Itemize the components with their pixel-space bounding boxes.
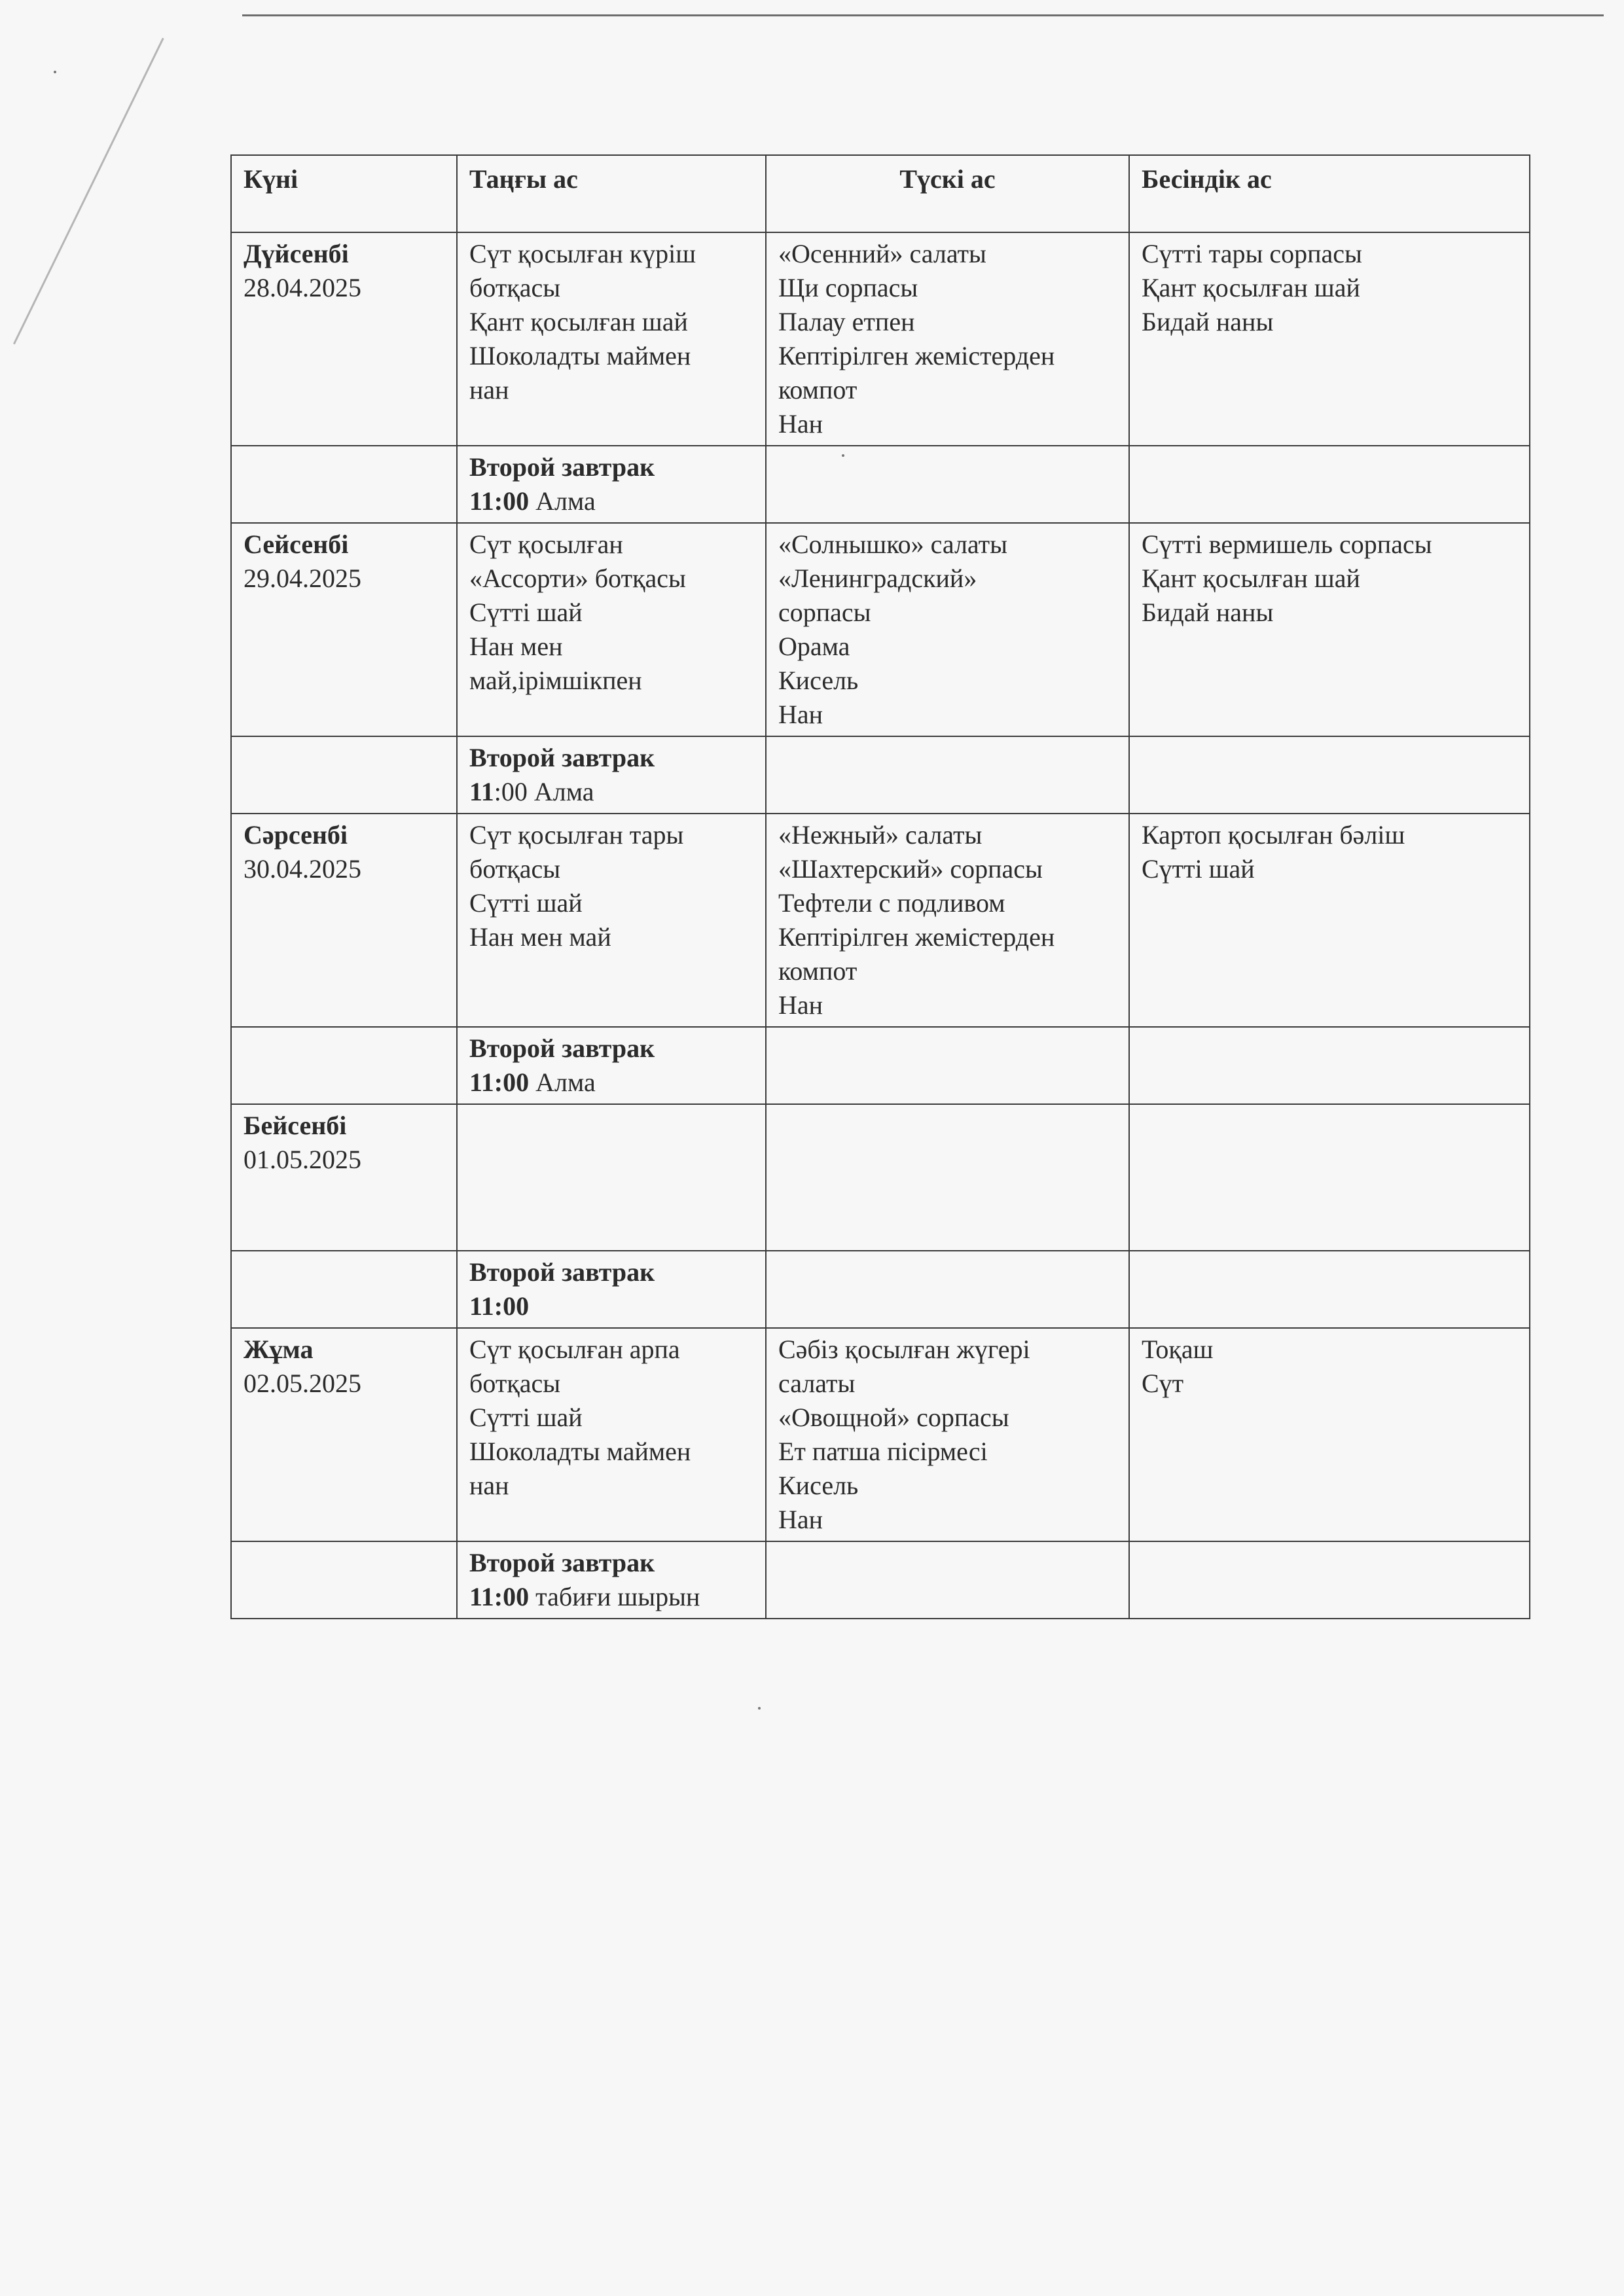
- second-breakfast-row: [231, 1251, 1530, 1328]
- breakfast-cell: [457, 523, 766, 736]
- menu-item: Нан мен май: [469, 922, 611, 952]
- day-row: [231, 232, 1530, 446]
- second-breakfast-row: [231, 736, 1530, 814]
- day-cell: [231, 1328, 457, 1541]
- header-lunch: Түскі ас: [766, 155, 1129, 232]
- menu-item: Бидай наны: [1142, 598, 1274, 627]
- second-breakfast-time: 11:00: [469, 486, 530, 516]
- day-date: 01.05.2025: [244, 1145, 361, 1174]
- afternoon-snack-cell: [1129, 523, 1530, 736]
- menu-item: Қант қосылған шай: [1142, 273, 1360, 302]
- second-breakfast-item: Алма: [529, 1067, 596, 1097]
- lunch-cell: [766, 1104, 1129, 1251]
- menu-item: салаты: [778, 1369, 856, 1398]
- second-breakfast-line: [469, 1066, 753, 1100]
- lunch-cell: [766, 1328, 1129, 1541]
- menu-item: Сүт қосылған арпа: [469, 1335, 680, 1364]
- menu-item: «Солнышко» салаты: [778, 529, 1007, 559]
- menu-item: Сүт: [1142, 1369, 1184, 1398]
- day-cell: [231, 814, 457, 1027]
- menu-item: Нан мен: [469, 632, 563, 661]
- menu-item: «Ленинградский»: [778, 564, 977, 593]
- lunch-cell: [766, 814, 1129, 1027]
- menu-item: Нан: [778, 700, 823, 729]
- menu-item: сорпасы: [778, 598, 871, 627]
- second-breakfast-title: Второй завтрак: [469, 452, 655, 482]
- second-breakfast-item: Алма: [529, 486, 596, 516]
- menu-item: Нан: [778, 409, 823, 439]
- second-breakfast-row: [231, 1541, 1530, 1619]
- menu-item: Нан: [778, 990, 823, 1020]
- day-date: 02.05.2025: [244, 1369, 361, 1398]
- second-breakfast-title: Второй завтрак: [469, 1033, 655, 1063]
- menu-item: Тоқаш: [1142, 1335, 1214, 1364]
- menu-item: Кептірілген жемістерден: [778, 922, 1055, 952]
- day-row: [231, 1104, 1530, 1251]
- menu-item: ботқасы: [469, 1369, 561, 1398]
- empty-cell: [766, 1541, 1129, 1619]
- afternoon-snack-cell: [1129, 232, 1530, 446]
- day-cell: [231, 232, 457, 446]
- menu-item: Ет патша пісірмесі: [778, 1437, 988, 1466]
- menu-item: Сүтті шай: [469, 1403, 583, 1432]
- day-row: [231, 1328, 1530, 1541]
- empty-cell: [231, 1541, 457, 1619]
- day-date: 28.04.2025: [244, 273, 361, 302]
- menu-item: Картоп қосылған бәліш: [1142, 820, 1405, 850]
- second-breakfast-cell: [457, 1027, 766, 1104]
- menu-item: Щи сорпасы: [778, 273, 918, 302]
- second-breakfast-title: Второй завтрак: [469, 743, 655, 772]
- day-row: [231, 814, 1530, 1027]
- afternoon-snack-cell: [1129, 1104, 1530, 1251]
- day-date: 30.04.2025: [244, 854, 361, 884]
- menu-item: Сүт қосылған күріш: [469, 239, 696, 268]
- empty-cell: [1129, 446, 1530, 523]
- second-breakfast-time: 11: [469, 777, 494, 806]
- scan-speck: [54, 71, 56, 73]
- menu-item: Шоколадты маймен: [469, 1437, 691, 1466]
- second-breakfast-line: [469, 1580, 753, 1614]
- menu-item: нан: [469, 375, 509, 404]
- day-name: Сейсенбі: [244, 529, 349, 559]
- empty-cell: [231, 736, 457, 814]
- breakfast-cell: [457, 1328, 766, 1541]
- second-breakfast-line: [469, 484, 753, 518]
- day-name: Дүйсенбі: [244, 239, 349, 268]
- empty-cell: [766, 736, 1129, 814]
- menu-item: Сүтті вермишель сорпасы: [1142, 529, 1432, 559]
- breakfast-cell: [457, 1104, 766, 1251]
- second-breakfast-row: [231, 1027, 1530, 1104]
- day-cell: [231, 1104, 457, 1251]
- day-date: 29.04.2025: [244, 564, 361, 593]
- menu-item: Орама: [778, 632, 850, 661]
- menu-item: «Осенний» салаты: [778, 239, 986, 268]
- menu-item: «Ассорти» ботқасы: [469, 564, 686, 593]
- menu-item: компот: [778, 375, 857, 404]
- second-breakfast-time-rest: :00: [494, 777, 528, 806]
- empty-cell: [1129, 1027, 1530, 1104]
- menu-item: Кептірілген жемістерден: [778, 341, 1055, 370]
- second-breakfast-title: Второй завтрак: [469, 1548, 655, 1577]
- menu-item: нан: [469, 1471, 509, 1500]
- second-breakfast-cell: [457, 446, 766, 523]
- menu-item: ботқасы: [469, 273, 561, 302]
- header-day: Күні: [231, 155, 457, 232]
- menu-body: [231, 232, 1530, 1619]
- day-row: [231, 523, 1530, 736]
- breakfast-cell: [457, 814, 766, 1027]
- header-afternoon-snack: Бесіндік ас: [1129, 155, 1530, 232]
- second-breakfast-cell: [457, 736, 766, 814]
- menu-item: Кисель: [778, 666, 859, 695]
- day-cell: [231, 523, 457, 736]
- second-breakfast-time: 11:00: [469, 1582, 530, 1611]
- menu-item: компот: [778, 956, 857, 986]
- menu-item: Палау етпен: [778, 307, 915, 336]
- day-name: Сәрсенбі: [244, 820, 348, 850]
- second-breakfast-line: [469, 775, 753, 809]
- menu-item: Сүтті шай: [469, 598, 583, 627]
- empty-cell: [231, 1027, 457, 1104]
- second-breakfast-item: табиғи шырын: [529, 1582, 700, 1611]
- empty-cell: [766, 1251, 1129, 1328]
- empty-cell: [231, 446, 457, 523]
- menu-item: «Нежный» салаты: [778, 820, 983, 850]
- menu-item: Сүтті тары сорпасы: [1142, 239, 1362, 268]
- afternoon-snack-cell: [1129, 814, 1530, 1027]
- empty-cell: [1129, 736, 1530, 814]
- header-breakfast: Таңғы ас: [457, 155, 766, 232]
- empty-cell: [1129, 1251, 1530, 1328]
- menu-item: Сүтті шай: [1142, 854, 1255, 884]
- breakfast-cell: [457, 232, 766, 446]
- second-breakfast-line: [469, 1289, 753, 1323]
- menu-item: Қант қосылған шай: [1142, 564, 1360, 593]
- second-breakfast-cell: [457, 1541, 766, 1619]
- weekly-menu-table: [230, 154, 1530, 1619]
- empty-cell: [1129, 1541, 1530, 1619]
- scan-edge-diagonal: [13, 38, 164, 345]
- menu-item: Сүт қосылған тары: [469, 820, 684, 850]
- empty-cell: [766, 1027, 1129, 1104]
- menu-item: Шоколадты маймен: [469, 341, 691, 370]
- second-breakfast-time: 11:00: [469, 1291, 530, 1321]
- day-name: Бейсенбі: [244, 1111, 347, 1140]
- menu-item: Тефтели с подливом: [778, 888, 1005, 918]
- afternoon-snack-cell: [1129, 1328, 1530, 1541]
- menu-item: «Овощной» сорпасы: [778, 1403, 1009, 1432]
- menu-item: Сүт қосылған: [469, 529, 623, 559]
- scan-edge-top: [242, 14, 1604, 16]
- lunch-cell: [766, 523, 1129, 736]
- menu-item: Кисель: [778, 1471, 859, 1500]
- menu-item: май,ірімшікпен: [469, 666, 642, 695]
- header-row: [231, 155, 1530, 232]
- second-breakfast-cell: [457, 1251, 766, 1328]
- empty-cell: [231, 1251, 457, 1328]
- menu-item: ботқасы: [469, 854, 561, 884]
- empty-cell: [766, 446, 1129, 523]
- menu-item: Сәбіз қосылған жүгері: [778, 1335, 1030, 1364]
- menu-item: «Шахтерский» сорпасы: [778, 854, 1043, 884]
- menu-item: Сүтті шай: [469, 888, 583, 918]
- menu-item: Қант қосылған шай: [469, 307, 688, 336]
- day-name: Жұма: [244, 1335, 314, 1364]
- second-breakfast-item: Алма: [527, 777, 594, 806]
- menu-item: Нан: [778, 1505, 823, 1534]
- second-breakfast-row: [231, 446, 1530, 523]
- scan-speck: [758, 1707, 761, 1710]
- lunch-cell: [766, 232, 1129, 446]
- menu-item: Бидай наны: [1142, 307, 1274, 336]
- second-breakfast-title: Второй завтрак: [469, 1257, 655, 1287]
- second-breakfast-time: 11:00: [469, 1067, 530, 1097]
